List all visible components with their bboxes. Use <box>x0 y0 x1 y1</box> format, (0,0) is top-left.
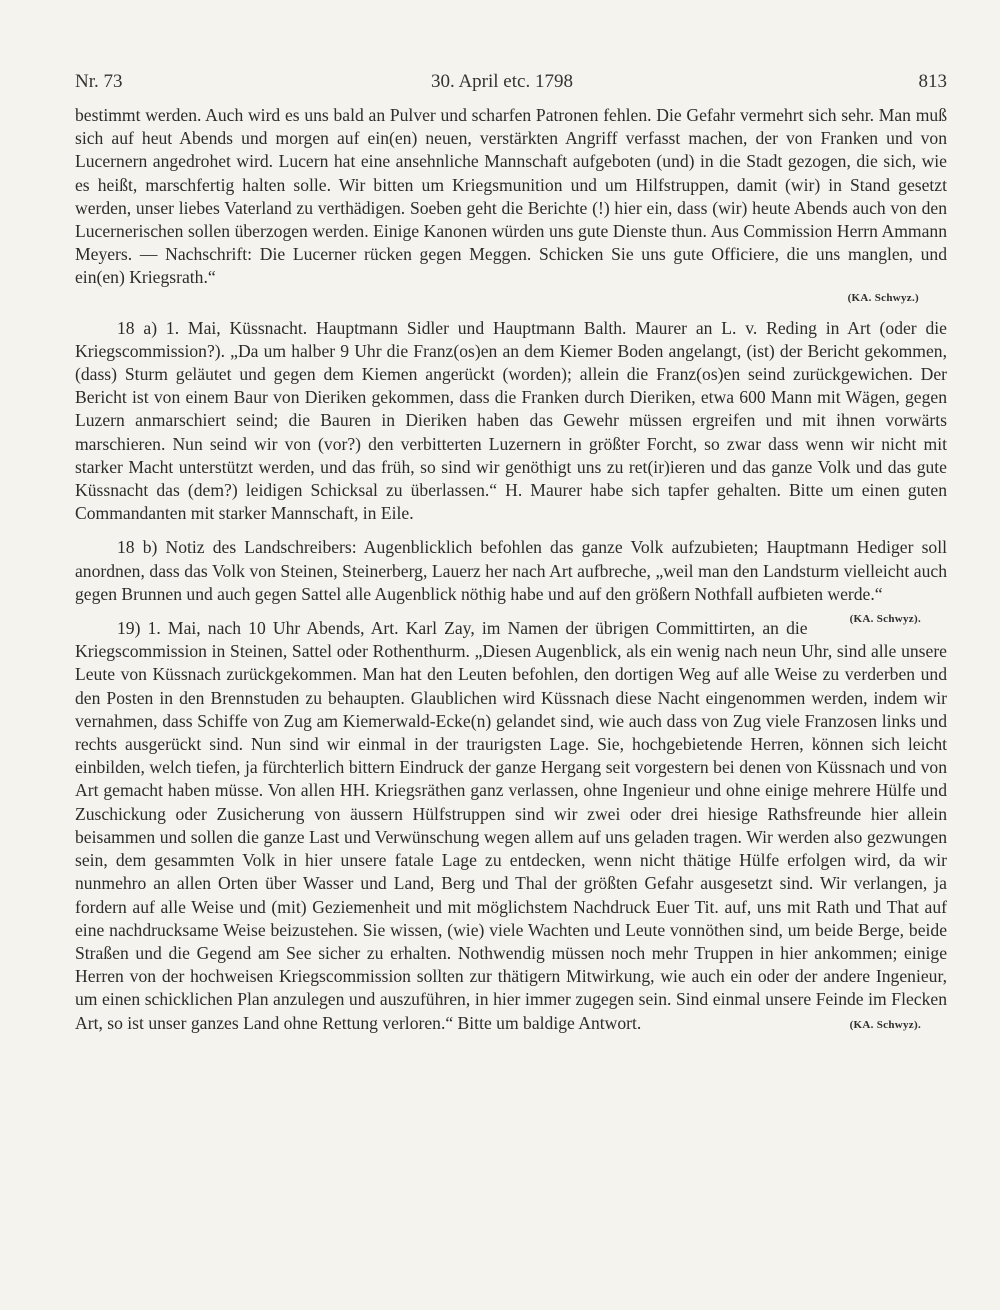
paragraph-text: 18 b) Notiz des Landschreibers: Augenblicklich befohlen das ganze Volk aufzubieten; Hauptmann Hediger soll anordnen, dass das Volk von Steinen, Steinerberg, Lauerz her nach Art aufbreche, „weil man den Landsturm vielleicht auch gegen Brunnen und auch gegen Sattel alle Augenblick nöthig habe und auf den größern Nothfall aufbieten werde.“ <box>75 537 947 604</box>
running-head <box>75 71 947 97</box>
date-heading: 30. April etc. 1798 <box>431 71 573 92</box>
paragraph-continuation <box>75 104 947 290</box>
paragraph-text: bestimmt werden. Auch wird es uns bald an Pulver und scharfen Patronen fehlen. Die Gefahr vermehrt sich sehr. Man muß sich auf heut Abends und morgen auf ein(en) neuen, verstärkten Angriff verfasst machen, der von Franken und von Lucernern angedrohet wird. Lucern hat eine ansehnliche Mannschaft aufgeboten (und) in die Stadt gezogen, die sich, wie es heißt, marschfertig halten solle. Wir bitten um Kriegsmunition und um Hilfstruppen, damit (wir) in Stand gesetzt werden, unser liebes Vaterland zu verthädigen. Soeben geht die Berichte (!) hier ein, dass (wir) heute Abends auch von den Lucernerischen sollen überzogen werden. Einige Kanonen würden uns gute Dienste thun. Aus Commission Herrn Ammann Meyers. — Nachschrift: Die Lucerner rücken gegen Meggen. Schicken Sie uns gute Officiere, die uns manglen, und ein(en) Kriegsrath.“ <box>75 105 947 288</box>
paragraph-18b <box>75 536 947 626</box>
archive-source: (KA. Schwyz.) <box>847 291 919 304</box>
document-number: Nr. 73 <box>75 71 123 92</box>
source-reference <box>75 288 947 306</box>
paragraph-text: 19) 1. Mai, nach 10 Uhr Abends, Art. Karl Zay, im Namen der übrigen Committirten, an die Kriegscommission in Steinen, Sattel oder Rothenthurm. „Diesen Augenblick, als ein wenig nach neun Uhr, sind alle unsere Leute von Küssnach zurückgekommen. Man hat den Leuten befohlen, den dortigen Weg auf alle Weise zu verderben und den Posten in den Brennstuden zu behaupten. Glaublichen wird Küssnach diese Nacht eingenommen werden, indem wir vernahmen, dass Schiffe von Zug am Kiemerwald-Ecke(n) gelandet sind, wie auch dass von Zug viele Franzosen links und rechts ausgerückt sind. Nun sind wir einmal in der traurigsten Lage. Sie, hochgebietende Herren, können sich leicht einbilden, welch tiefen, ja fürchterlich bittern Eindruck der ganze Hergang seit vorgestern bei denen von Küssnach und von Art gemacht haben müsse. Von allen HH. Kriegsräthen ganz verlassen, ohne Ingenieur und ohne einige mehrere Hülfe und Zuschickung oder Zusicherung von äussern Hülfstruppen sind wir zwei oder drei hiesige Rathsfreunde hier allein beisammen und sollen die ganze Last und Verwünschung wegen allem auf uns geladen tragen. Wir werden also gezwungen sein, dem gesammten Volk in hier unsere fatale Lage zu entdecken, wenn nicht thätige Hülfe erfolgen wird, da wir nunmehro an allen Orten über Wasser und Land, Berg und Thal der größten Gefahr ausgesetzt sind. Wir verlangen, ja fordern auf alle Weise und (mit) Geziemenheit und mit möglichstem Nachdruck Euer Tit. auf, uns mit Rath und That auf eine nachdrucksame Weise beizustehen. Sie wissen, (wie) viele Wachten und Leute vonnöthen sind, um beide Berge, beide Straßen und die Gegend am See sicher zu erhalten. Nothwendig müssen noch mehr Truppen in hier ankommen; einige Herren von der hochweisen Kriegscommission sollten zur thätigern Mitwirkung, wie auch ein oder der andere Ingenieur, um einen schicklichen Plan anzulegen und auszuführen, in hier immer zugegen sein. Sind einmal unsere Feinde im Flecken Art, so ist unser ganzes Land ohne Rettung verloren.“ Bitte um baldige Antwort. <box>75 618 947 1033</box>
archive-source: (KA. Schwyz). <box>849 1018 921 1031</box>
archive-source: (KA. Schwyz). <box>849 613 921 626</box>
paragraph-text: 18 a) 1. Mai, Küssnacht. Hauptmann Sidler und Hauptmann Balth. Maurer an L. v. Reding in Art (oder die Kriegscommission?). „Da um halber 9 Uhr die Franz(os)en an dem Kiemer Boden angelangt, (ist) der Bericht gekommen, (dass) Sturm geläutet und gegen dem Kiemen angerückt (worden); allein die Franz(os)en seind zurückgewichen. Der Bericht ist von einem Baur von Dieriken gekommen, dass die Franken durch Dieriken, etwa 600 Mann mit Wägen, gegen Luzern anmarschiert seind; die Bauren in Dieriken haben das Gewehr müssen ergreifen und mit ihnen vorwärts marschieren. Nun seind wir von (vor?) den verbitterten Luzernern in größter Forcht, so zwar dass wenn wir nicht mit starker Macht unterstützt werden, und das früh, so sind wir genöthigt uns zu ret(ir)ieren und das ganze Volk und das gute Küssnacht das (dem?) leidigen Schicksal zu überlassen.“ H. Maurer habe sich tapfer gehalten. Bitte um einen guten Commandanten mit starker Mannschaft, in Eile. <box>75 317 947 524</box>
paragraph-19 <box>75 617 947 1035</box>
page-number: 813 <box>918 71 947 92</box>
document-body <box>75 104 947 1037</box>
paragraph-18a <box>75 317 947 526</box>
